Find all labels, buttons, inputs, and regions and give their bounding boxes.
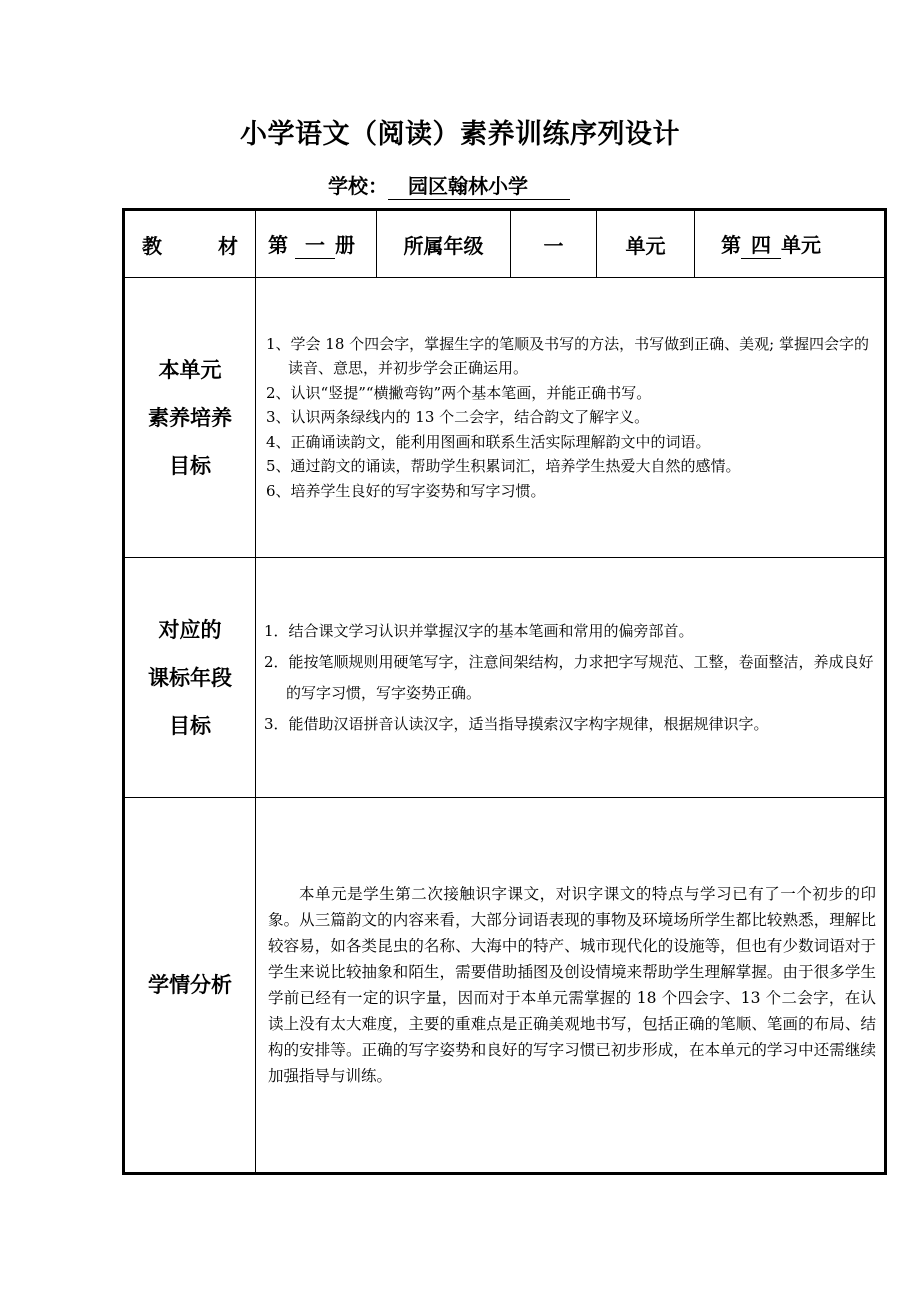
standards-label-line: 课标年段 bbox=[148, 664, 232, 690]
standard-item: 2．能按笔顺规则用硬笔写字，注意间架结构，力求把字写规范、工整，卷面整洁，养成良好的写字习惯，写字姿势正确。 bbox=[264, 652, 874, 702]
unit-prefix: 第 bbox=[721, 233, 741, 257]
goals-label bbox=[124, 278, 256, 558]
standards-label bbox=[124, 558, 256, 798]
goals-row bbox=[124, 278, 886, 558]
volume-cell bbox=[256, 210, 377, 278]
analysis-label: 学情分析 bbox=[124, 798, 256, 1174]
design-table bbox=[122, 208, 887, 1175]
volume-suffix: 册 bbox=[334, 233, 355, 257]
goal-item: 6、培养学生良好的写字姿势和写字习惯。 bbox=[266, 481, 546, 500]
grade-label-cell: 所属年级 bbox=[377, 210, 511, 278]
goal-item: 5、通过韵文的诵读，帮助学生积累词汇，培养学生热爱大自然的感情。 bbox=[266, 457, 741, 476]
goal-item: 1、学会 18 个四会字，掌握生字的笔顺及书写的方法，书写做到正确、美观; 掌握四会字的读音、意思，并初步学会正确运用。 bbox=[266, 334, 869, 378]
unit-cell bbox=[695, 210, 886, 278]
school-line bbox=[328, 170, 570, 200]
header-row bbox=[124, 210, 886, 278]
page-title: 小学语文（阅读）素养训练序列设计 bbox=[240, 119, 680, 150]
standards-label-line: 对应的 bbox=[158, 616, 222, 642]
volume-prefix: 第 bbox=[268, 233, 288, 257]
goal-item: 3、认识两条绿线内的 13 个二会字，结合韵文了解字义。 bbox=[266, 408, 650, 427]
volume-number: 一 bbox=[295, 229, 335, 259]
textbook-label-b: 材 bbox=[218, 233, 238, 258]
standards-label-line: 目标 bbox=[169, 712, 211, 738]
unit-number: 四 bbox=[741, 229, 781, 259]
goals-label-line: 本单元 bbox=[158, 356, 222, 382]
goals-content bbox=[256, 278, 886, 558]
unit-suffix: 单元 bbox=[781, 233, 821, 257]
standard-item: 3．能借助汉语拼音认读汉字，适当指导摸索汉字构字规律，根据规律识字。 bbox=[264, 714, 769, 733]
textbook-label-a: 教 bbox=[142, 233, 162, 258]
goals-label-line: 素养培养 bbox=[148, 404, 232, 430]
textbook-cell bbox=[124, 210, 256, 278]
unit-label-cell: 单元 bbox=[597, 210, 695, 278]
standards-row bbox=[124, 558, 886, 798]
goals-label-line: 目标 bbox=[169, 452, 211, 478]
goal-item: 2、认识“竖提”“横撇弯钩”两个基本笔画，并能正确书写。 bbox=[266, 383, 652, 402]
standards-content bbox=[256, 558, 886, 798]
analysis-content: 本单元是学生第二次接触识字课文，对识字课文的特点与学习已有了一个初步的印象。从三篇韵文的内容来看，大部分词语表现的事物及环境场所学生都比较熟悉，理解比较容易，如各类昆虫的名称、大海中的特产、城市现代化的设施等，但也有少数词语对于学生来说比较抽象和陌生，需要借助插图及创设情境来帮助学生理解掌握。由于很多学生学前已经有一定的识字量，因而对于本单元需掌握的 18 个四会字、13 个二会字，在认读上没有太大难度，主要的重难点是正确美观地书写，包括正确的笔顺、笔画的布局、结构的安排等。正确的写字姿势和良好的写字习惯已初步形成，在本单元的学习中还需继续加强指导与训练。 bbox=[256, 798, 886, 1174]
goal-item: 4、正确诵读韵文，能利用图画和联系生活实际理解韵文中的词语。 bbox=[266, 432, 711, 451]
standard-item: 1．结合课文学习认识并掌握汉字的基本笔画和常用的偏旁部首。 bbox=[264, 621, 694, 640]
school-name: 园区翰林小学 bbox=[388, 170, 570, 200]
analysis-row bbox=[124, 798, 886, 1174]
grade-value-cell: 一 bbox=[511, 210, 597, 278]
school-label: 学校： bbox=[328, 174, 388, 198]
